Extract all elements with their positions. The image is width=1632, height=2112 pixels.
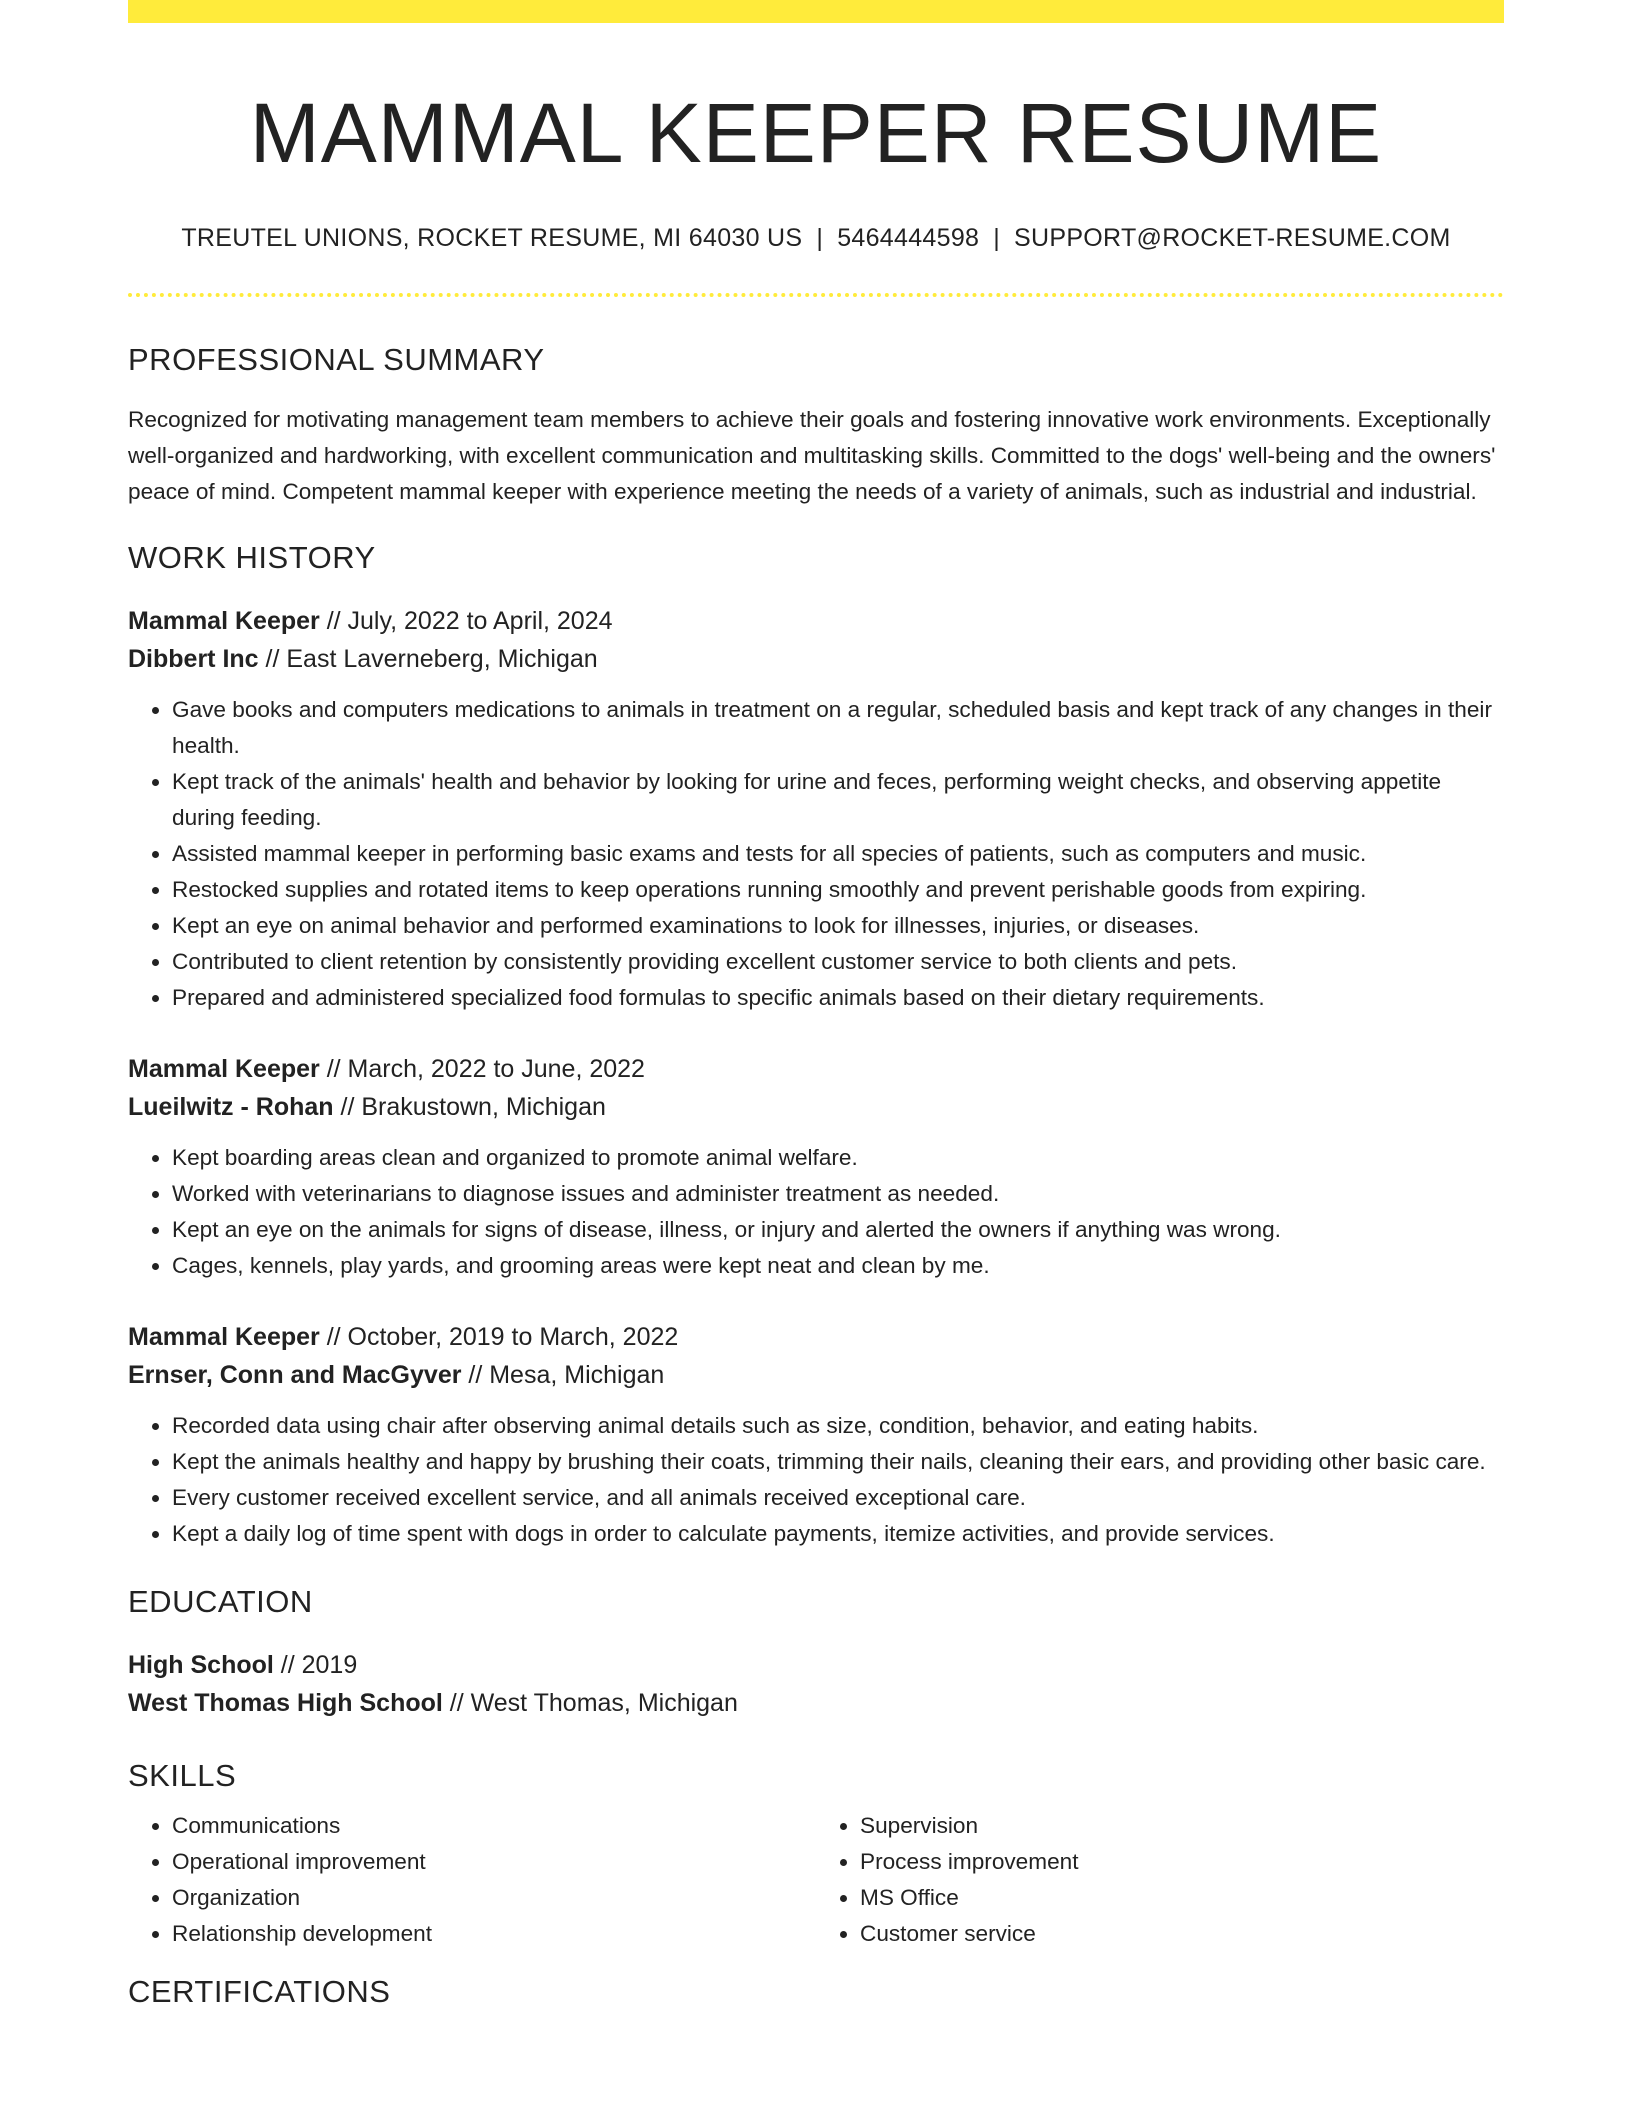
job-location: // Mesa, Michigan (461, 1360, 665, 1389)
job-company: Ernser, Conn and MacGyver (128, 1360, 462, 1389)
skills-list (128, 1808, 1504, 1952)
skills-column-right (816, 1808, 1504, 1952)
list-item: • Prepared and administered specialized food formulas to specific animals based on their dietary requirements. (172, 980, 1504, 1016)
email: SUPPORT@ROCKET-RESUME.COM (1014, 223, 1451, 252)
job-company: Dibbert Inc (128, 644, 259, 673)
list-item: • Supervision (860, 1808, 1504, 1844)
job-dates: // March, 2022 to June, 2022 (319, 1054, 645, 1083)
list-item: • Recorded data using chair after observing animal details such as size, condition, behavior, and eating habits. (172, 1408, 1504, 1444)
list-item: • Worked with veterinarians to diagnose issues and administer treatment as needed. (172, 1176, 1504, 1212)
job-role-line (128, 1318, 1504, 1356)
job-location: // Brakustown, Michigan (333, 1092, 606, 1121)
list-item: • Process improvement (860, 1844, 1504, 1880)
school: West Thomas High School (128, 1688, 443, 1717)
list-item: • Kept an eye on animal behavior and performed examinations to look for illnesses, injuries, or diseases. (172, 908, 1504, 944)
address: TREUTEL UNIONS, ROCKET RESUME, MI 64030 US (181, 223, 803, 252)
list-item: • Operational improvement (172, 1844, 816, 1880)
list-item: • Communications (172, 1808, 816, 1844)
job-entry (128, 1318, 1504, 1552)
list-item: • Contributed to client retention by consistently providing excellent customer service to both clients and pets. (172, 944, 1504, 980)
list-item: • Relationship development (172, 1916, 816, 1952)
separator: | (993, 223, 1001, 252)
phone: 5464444598 (837, 223, 980, 252)
resume-title: MAMMAL KEEPER RESUME (249, 86, 1383, 180)
job-location: // East Laverneberg, Michigan (258, 644, 598, 673)
degree: High School (128, 1650, 274, 1679)
list-item: • Assisted mammal keeper in performing basic exams and tests for all species of patients, such as computers and music. (172, 836, 1504, 872)
job-role: Mammal Keeper (128, 606, 320, 635)
summary-text: Recognized for motivating management team members to achieve their goals and fostering innovative work environments. Exceptionally well-organized and hardworking, with excellent communication and multitasking skills. Committed to the dogs' well-being and the owners' peace of mind. Competent mammal keeper with experience meeting the needs of a variety of animals, such as industrial and industrial. (128, 406, 1496, 504)
education-heading: EDUCATION (128, 1583, 313, 1619)
job-role: Mammal Keeper (128, 1322, 320, 1351)
job-role-line (128, 1050, 1504, 1088)
job-dates: // October, 2019 to March, 2022 (319, 1322, 679, 1351)
job-role: Mammal Keeper (128, 1054, 320, 1083)
list-item: • Restocked supplies and rotated items to keep operations running smoothly and prevent perishable goods from expiring. (172, 872, 1504, 908)
school-line (128, 1684, 1504, 1722)
skills-column-left (128, 1808, 816, 1952)
list-item: • Organization (172, 1880, 816, 1916)
list-item: • Kept boarding areas clean and organized to promote animal welfare. (172, 1140, 1504, 1176)
list-item: • Gave books and computers medications to animals in treatment on a regular, scheduled basis and kept track of any changes in their health. (172, 692, 1504, 764)
certifications-heading: CERTIFICATIONS (128, 1973, 391, 2009)
list-item: • MS Office (860, 1880, 1504, 1916)
list-item: • Kept an eye on the animals for signs of disease, illness, or injury and alerted the owners if anything was wrong. (172, 1212, 1504, 1248)
education-year: // 2019 (273, 1650, 358, 1679)
summary-heading: PROFESSIONAL SUMMARY (128, 341, 545, 377)
school-location: // West Thomas, Michigan (442, 1688, 738, 1717)
top-accent-bar (128, 0, 1504, 23)
skills-heading: SKILLS (128, 1757, 237, 1793)
contact-line (128, 224, 1504, 253)
job-company-line (128, 1356, 1504, 1394)
list-item: • Customer service (860, 1916, 1504, 1952)
list-item: • Kept the animals healthy and happy by brushing their coats, trimming their nails, cleaning their ears, and providing other basic care. (172, 1444, 1504, 1480)
job-bullets (128, 1140, 1504, 1284)
education-entry (128, 1646, 1504, 1722)
job-company-line (128, 1088, 1504, 1126)
separator: | (816, 223, 824, 252)
dotted-divider (128, 293, 1504, 297)
job-bullets (128, 692, 1504, 1016)
list-item: • Kept a daily log of time spent with dogs in order to calculate payments, itemize activities, and provide services. (172, 1516, 1504, 1552)
job-company: Lueilwitz - Rohan (128, 1092, 334, 1121)
degree-line (128, 1646, 1504, 1684)
job-entry (128, 602, 1504, 1016)
job-role-line (128, 602, 1504, 640)
work-history-heading: WORK HISTORY (128, 539, 376, 575)
list-item: • Cages, kennels, play yards, and grooming areas were kept neat and clean by me. (172, 1248, 1504, 1284)
list-item: • Every customer received excellent service, and all animals received exceptional care. (172, 1480, 1504, 1516)
job-entry (128, 1050, 1504, 1284)
list-item: • Kept track of the animals' health and behavior by looking for urine and feces, performing weight checks, and observing appetite during feeding. (172, 764, 1504, 836)
job-dates: // July, 2022 to April, 2024 (319, 606, 613, 635)
job-bullets (128, 1408, 1504, 1552)
job-company-line (128, 640, 1504, 678)
resume-page (128, 0, 1504, 2010)
